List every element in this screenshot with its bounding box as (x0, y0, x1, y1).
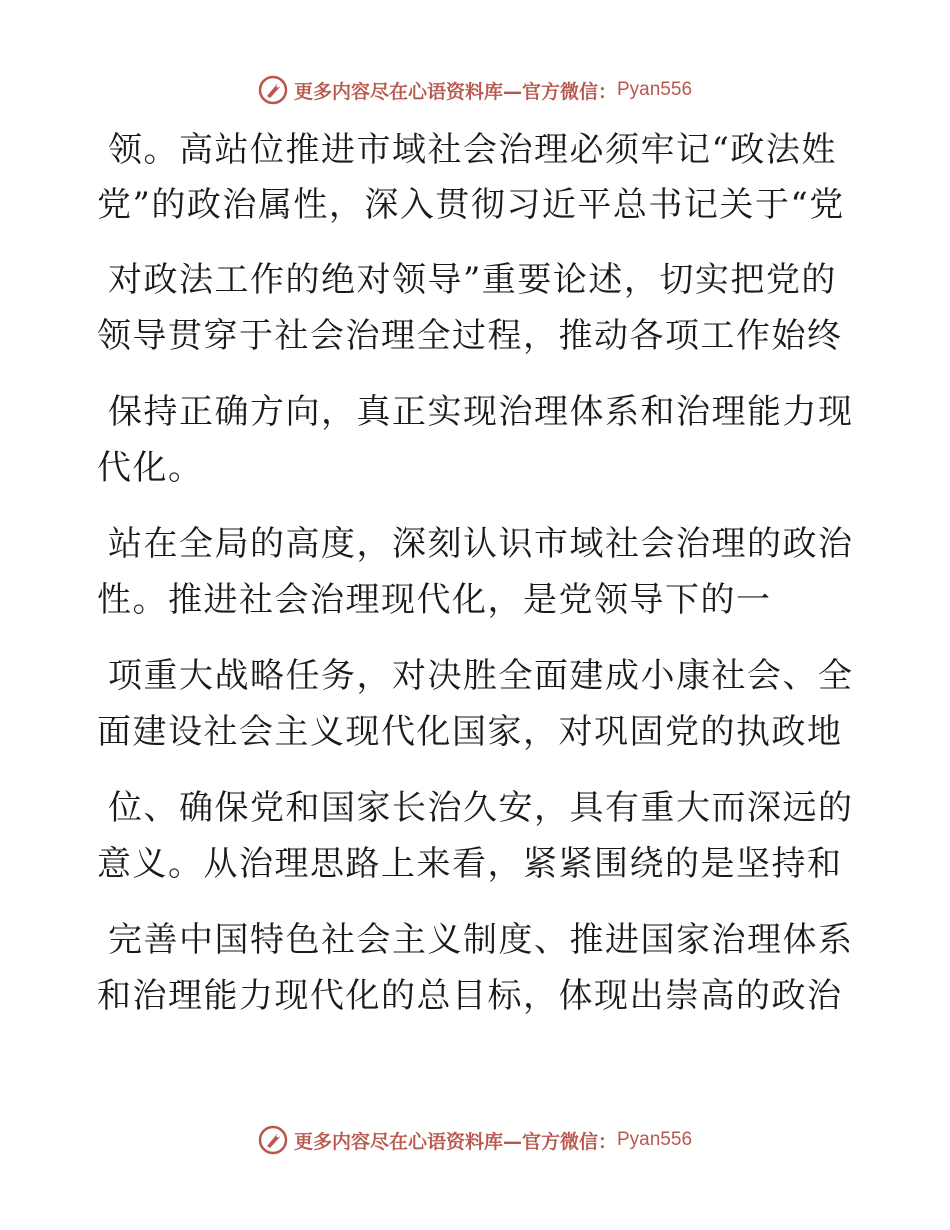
text-line: 领导贯穿于社会治理全过程，推动各项工作始终 (97, 316, 843, 356)
pen-nib-logo-icon (258, 1125, 288, 1155)
text-line: 保持正确方向，真正实现治理体系和治理能力现 (108, 392, 854, 432)
header-watermark (0, 70, 950, 110)
text-line: 性。推进社会治理现代化，是党领导下的一 (97, 580, 772, 620)
footer-watermark (0, 1120, 950, 1160)
text-line: 对政法工作的绝对领导”重要论述，切实把党的 (108, 260, 837, 300)
watermark-site-text: 更多内容尽在心语资料库—官方微信： (293, 80, 617, 103)
text-line: 项重大战略任务，对决胜全面建成小康社会、全 (108, 656, 854, 696)
text-line: 代化。 (97, 448, 204, 488)
text-line: 意义。从治理思路上来看，紧紧围绕的是坚持和 (97, 844, 843, 884)
text-line: 党”的政治属性，深入贯彻习近平总书记关于“党 (97, 185, 845, 225)
text-line: 面建设社会主义现代化国家，对巩固党的执政地 (97, 712, 843, 752)
text-line: 完善中国特色社会主义制度、推进国家治理体系 (108, 920, 854, 960)
text-line: 和治理能力现代化的总目标，体现出崇高的政治 (97, 976, 843, 1016)
pen-nib-logo-icon (258, 75, 288, 105)
watermark-wechat-id: Pyan556 (617, 79, 693, 100)
text-line: 位、确保党和国家长治久安，具有重大而深远的 (108, 788, 854, 828)
watermark-wechat-id: Pyan556 (617, 1129, 693, 1150)
watermark-site-text: 更多内容尽在心语资料库—官方微信： (293, 1130, 617, 1153)
text-line: 领。高站位推进市域社会治理必须牢记“政法姓 (108, 130, 837, 170)
text-line: 站在全局的高度，深刻认识市域社会治理的政治 (108, 524, 854, 564)
